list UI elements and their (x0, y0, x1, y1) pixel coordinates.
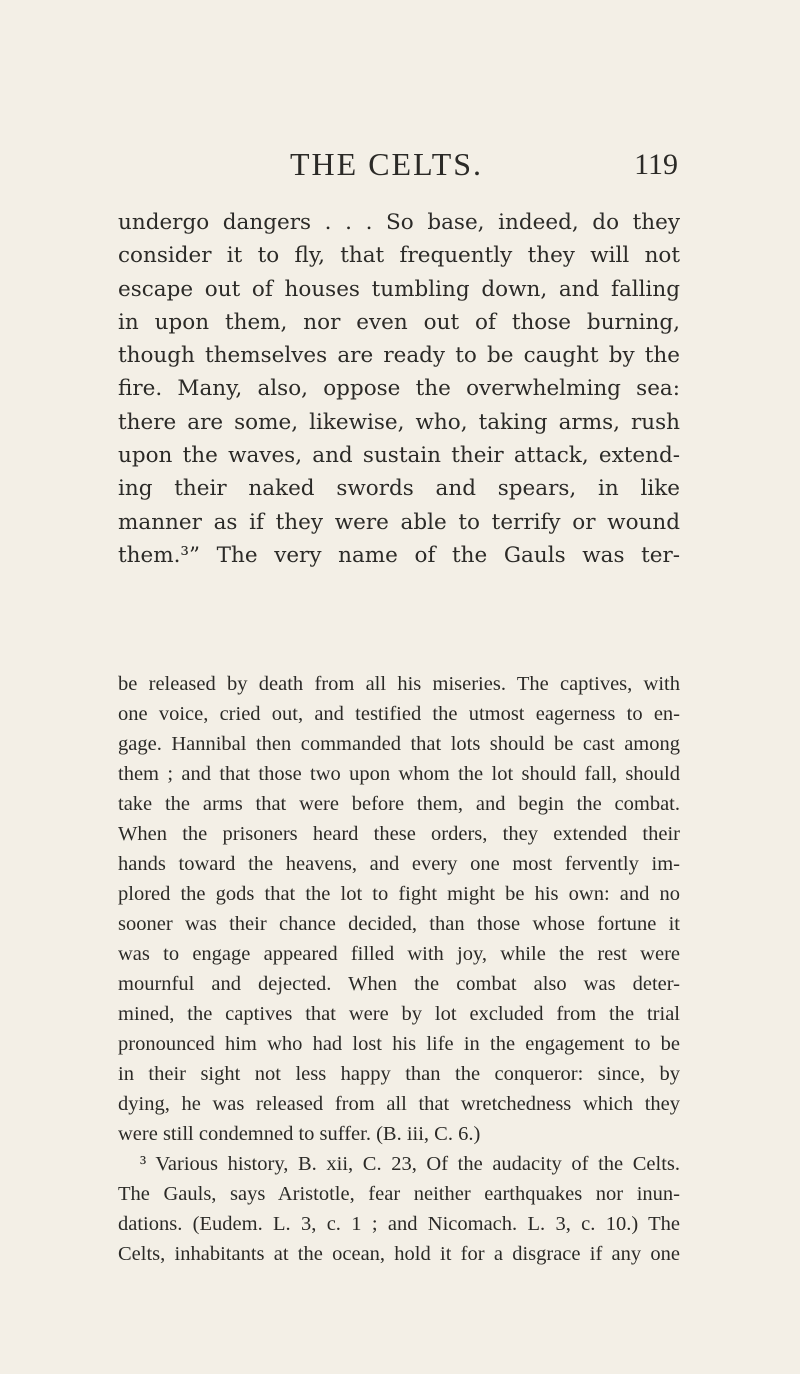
text-line: ing their naked swords and spears, in like (118, 476, 680, 502)
text-line: upon the waves, and sustain their attack, extend- (118, 443, 680, 469)
footnote-line: pronounced him who had lost his life in the engagement to be (118, 1033, 680, 1055)
footnote-line: them ; and that those two upon whom the lot should fall, should (118, 763, 680, 785)
footnote-3-line: dations. (Eudem. L. 3, c. 1 ; and Nicomach. L. 3, c. 10.) The (118, 1213, 680, 1235)
footnote-line: mournful and dejected. When the combat also was deter- (118, 973, 680, 995)
footnote-line: plored the gods that the lot to fight might be his own: and no (118, 883, 680, 905)
footnote-line: take the arms that were before them, and begin the combat. (118, 793, 680, 815)
running-head: THE CELTS. (290, 146, 484, 182)
text-line: undergo dangers . . . So base, indeed, do they (118, 210, 680, 235)
text-line: escape out of houses tumbling down, and falling (118, 276, 680, 302)
text-line: consider it to fly, that frequently they will not (118, 243, 680, 269)
footnote-line: was to engage appeared filled with joy, while the rest were (118, 943, 680, 965)
footnote-line: When the prisoners heard these orders, they extended their (118, 823, 680, 845)
footnote-line: in their sight not less happy than the conqueror: since, by (118, 1063, 680, 1085)
main-text (118, 206, 680, 572)
footnote-line: be released by death from all his miseries. The captives, with (118, 673, 680, 695)
footnote-line: sooner was their chance decided, than those whose fortune it (118, 913, 680, 935)
footnote-line: were still condemned to suffer. (B. iii, C. 6.) (118, 1123, 481, 1145)
text-line: in upon them, nor even out of those burning, (118, 309, 680, 335)
footnote-3-line: The Gauls, says Aristotle, fear neither earthquakes nor inun- (118, 1183, 680, 1205)
footnote-line: dying, he was released from all that wretchedness which they (118, 1093, 680, 1115)
footnote-3-line: ³ Various history, B. xii, C. 23, Of the audacity of the Celts. (140, 1153, 680, 1175)
footnote-3-line: Celts, inhabitants at the ocean, hold it for a disgrace if any one (118, 1243, 680, 1265)
text-line: manner as if they were able to terrify or wound (118, 509, 680, 535)
page-number: 119 (634, 148, 678, 181)
footnote-line: one voice, cried out, and testified the utmost eagerness to en- (118, 703, 680, 725)
text-line: there are some, likewise, who, taking arms, rush (118, 409, 680, 435)
text-line: fire. Many, also, oppose the overwhelming sea: (118, 376, 680, 402)
footnote-line: hands toward the heavens, and every one most fervently im- (118, 853, 680, 875)
text-line: them.³” The very name of the Gauls was ter- (118, 542, 680, 568)
page-header (118, 146, 678, 186)
footnotes (118, 669, 680, 1269)
text-line: though themselves are ready to be caught by the (118, 343, 680, 369)
footnote-line: mined, the captives that were by lot excluded from the trial (118, 1003, 680, 1025)
footnote-line: gage. Hannibal then commanded that lots should be cast among (118, 733, 680, 755)
